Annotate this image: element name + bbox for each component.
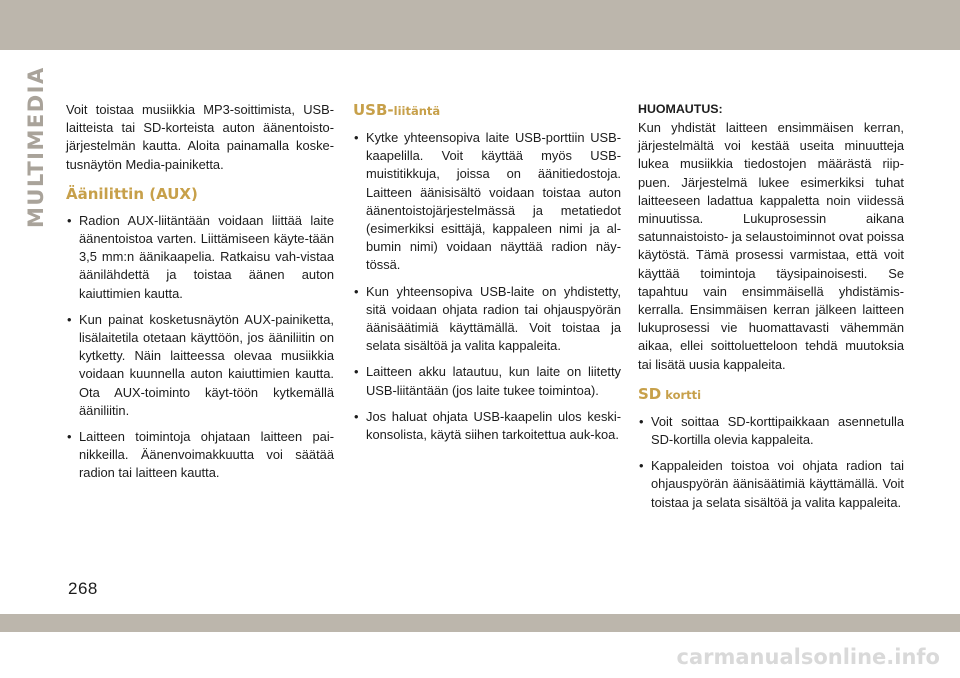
- list-item: • Kytke yhteensopiva laite USB-porttiin USB-kaapelilla. Voit käyttää myös USB-muistitikkuja, joissa on äänitiedostoja. Laitteen äänisisältö voidaan toistaa auton äänentoistojärjestelmässä ja metatiedot (esimerkiksi esittäjä, kappaleen nimi ja al-bumin nimi) voidaan näyttää radion näy-tössä.: [353, 129, 621, 275]
- note-heading: HUOMAUTUS:: [638, 102, 723, 116]
- page-number: 268: [68, 579, 98, 598]
- column-1: [66, 101, 334, 491]
- footer-band: [0, 614, 960, 632]
- list-item: • Radion AUX-liitäntään voidaan liittää laite äänentoistoa varten. Liittämiseen käyte-tään 3,5 mm:n äänikaapelia. Ratkaisu vah-vistaa äänilähdettä ja toistaa äänen auton kaiuttimien kautta.: [66, 212, 334, 303]
- list-item: • Kappaleiden toistoa voi ohjata radion tai ohjauspyörän äänisäätimiä käyttämällä. Voit toistaa ja selata sisältöä ja valita kappaleita.: [638, 457, 904, 512]
- heading-sd-main: SD: [638, 384, 662, 403]
- sd-list: [638, 413, 904, 512]
- usb-list: [353, 129, 621, 444]
- list-item: • Kun painat kosketusnäytön AUX-painiketta, lisälaitetila otetaan käyttöön, jos ääniliitin on kytketty. Näin laitteessa olevaa musiikkia voidaan kuunnella auton kaiuttimien kautta. Ota AUX-toiminto käyt-töön kytkemällä ääniliitin.: [66, 311, 334, 420]
- list-item: • Voit soittaa SD-korttipaikkaan asennetulla SD-kortilla olevia kappaleita.: [638, 413, 904, 449]
- watermark-text: carmanualsonline.info: [676, 645, 940, 669]
- column-2: [353, 101, 621, 452]
- list-item: • Jos haluat ohjata USB-kaapelin ulos keski-konsolista, käytä siihen tarkoitettua auk-koa.: [353, 408, 621, 444]
- heading-aux: [66, 185, 334, 203]
- column-3: [638, 101, 904, 520]
- aux-list: [66, 212, 334, 483]
- list-item: • Laitteen toimintoja ohjataan laitteen pai-nikkeilla. Äänenvoimakkuutta voi säätää radion tai laitteen kautta.: [66, 428, 334, 483]
- intro-paragraph: Voit toistaa musiikkia MP3-soittimista, USB-laitteista tai SD-korteista auton äänentoisto-järjestelmän kautta. Aloita painamalla koske-tusnäytön Media-painiketta.: [66, 102, 334, 172]
- heading-usb-suffix: liitäntä: [393, 104, 441, 118]
- heading-aux-suffix: (AUX): [144, 184, 198, 203]
- note-paragraph: Kun yhdistät laitteen ensimmäisen kerran, järjestelmältä voi kestää useita minuutteja lukea musiikkia tiedostojen määrästä riip-puen. Järjestelmä lukee esimerkiksi tuhat laitteeseen ladattua kappaletta noin viidessä minuutissa. Lukuprosessin aikana satunnaistoisto- ja selaustoiminnot ovat poissa käytöstä. Tämä prosessi varmistaa, että voit käyttää toimintoja täysipainoisesti. Se tapahtuu vain ensimmäisellä yhdistämis-kerralla. Ensimmäisen kerran jälkeen laitteen lukuprosessi vie huomattavasti vähemmän aikaa, ellei soittoluetteloon tehdä muutoksia tai lisätä uusia kappaleita.: [638, 120, 904, 372]
- header-band: [0, 0, 960, 50]
- heading-usb-main: USB-: [353, 101, 394, 119]
- section-tab: MULTIMEDIA: [24, 66, 48, 228]
- heading-aux-main: Äänilittin: [66, 184, 144, 203]
- heading-sd: [638, 385, 904, 404]
- heading-sd-suffix: kortti: [661, 387, 702, 402]
- heading-usb: [353, 101, 621, 120]
- list-item: • Laitteen akku latautuu, kun laite on liitetty USB-liitäntään (jos laite tukee toimintoa).: [353, 363, 621, 399]
- list-item: • Kun yhteensopiva USB-laite on yhdistetty, sitä voidaan ohjata radion tai ohjauspyörän äänisäätimiä käyttämällä. Voit toistaa ja selata sisältöä ja valita kappaleita.: [353, 283, 621, 356]
